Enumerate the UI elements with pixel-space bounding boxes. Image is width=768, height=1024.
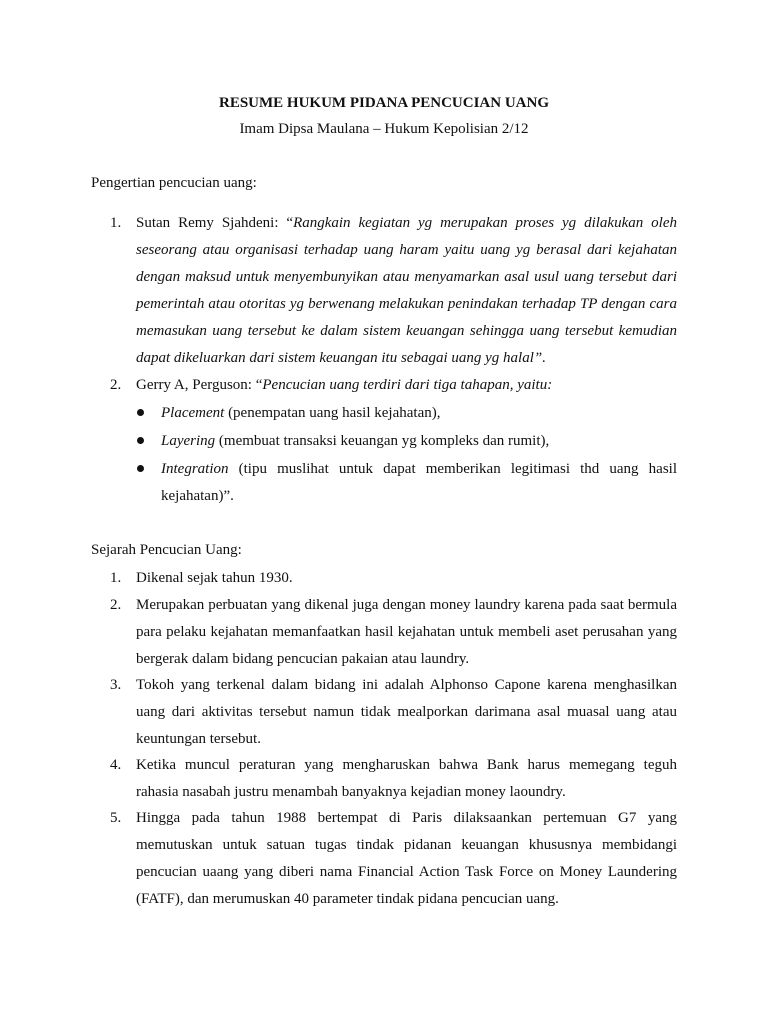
paragraph-line: Dikenal sejak tahun 1930. (136, 570, 293, 586)
bullet-icon (137, 465, 144, 472)
quote-text: Rangkain kegiatan yg merupakan proses yg dilakukan oleh (293, 215, 677, 231)
document-title: RESUME HUKUM PIDANA PENCUCIAN UANG (219, 95, 549, 111)
paragraph-line (136, 376, 677, 403)
bullet-term: Integration (161, 461, 229, 477)
paragraph-line: pemerintah atau otoritas yg berwenang melakukan penindakan terhadap TP dengan cara (136, 296, 677, 312)
definition-sjahdeni (136, 214, 677, 376)
bullet-icon (137, 409, 144, 416)
paragraph-line: memutuskan untuk satuan tugas tindak pidanan keuangan khususnya membidangi (136, 837, 677, 853)
paragraph-line: Ketika muncul peraturan yang mengharuskan bahwa Bank harus memegang teguh (136, 757, 677, 773)
list-number: 3. (110, 677, 122, 693)
author-name: Sutan Remy Sjahdeni: “ (136, 215, 294, 231)
list-number: 1. (110, 570, 122, 586)
list-number: 5. (110, 810, 122, 826)
paragraph-line: pencucian uaang yang diberi nama Financial Action Task Force on Money Laundering (136, 864, 677, 880)
paragraph-line: Tokoh yang terkenal dalam bidang ini adalah Alphonso Capone karena menghasilkan (136, 677, 677, 693)
bullet-item-integration (161, 460, 677, 514)
bullet-desc: kejahatan)”. (161, 488, 234, 504)
history-item-2 (136, 596, 677, 677)
paragraph-line: seseorang atau organisasi terhadap uang haram yaitu uang yg berasal dari kejahatan (136, 242, 677, 258)
definition-perguson (136, 376, 677, 403)
list-number: 2. (110, 597, 122, 613)
bullet-icon (137, 437, 144, 444)
list-number: 1. (110, 215, 122, 231)
bullet-term: Layering (161, 433, 216, 449)
bullet-desc: (penempatan uang hasil kejahatan), (224, 405, 441, 421)
paragraph-line: keuntungan tersebut. (136, 731, 261, 747)
paragraph-line: dapat dikeluarkan dari sistem keuangan itu sebagai uang yg halal”. (136, 350, 546, 366)
paragraph-line: (FATF), dan merumuskan 40 parameter tindak pidana pencucian uang. (136, 891, 559, 907)
bullet-item-placement (161, 404, 677, 431)
bullet-term: Placement (161, 405, 225, 421)
list-number: 4. (110, 757, 122, 773)
paragraph-line: para pelaku kejahatan memanfaatkan hasil kejahatan untuk membeli aset perusahan yang (136, 624, 677, 640)
bullet-desc: (membuat transaksi keuangan yg kompleks dan rumit), (215, 433, 550, 449)
paragraph-line: memasukan uang tersebut ke dalam sistem keuangan sehingga uang tersebut kemudian (136, 323, 677, 339)
author-name: Gerry A, Perguson: “ (136, 377, 263, 393)
paragraph-line: dengan maksud untuk menyembunyikan atau menyamarkan asal usul uang tersebut dari (136, 269, 677, 285)
paragraph-line: rahasia nasabah justru menambah banyaknya kejadian money laoundry. (136, 784, 566, 800)
quote-text: Pencucian uang terdiri dari tiga tahapan, yaitu: (262, 377, 553, 393)
paragraph-line: Merupakan perbuatan yang dikenal juga dengan money laundry karena pada saat bermula (136, 597, 677, 613)
section-heading-pengertian: Pengertian pencucian uang: (91, 175, 257, 191)
history-item-4 (136, 756, 677, 810)
paragraph-line: bergerak dalam bidang pencucian pakaian atau laundry. (136, 651, 470, 667)
history-item-1 (136, 569, 677, 596)
bullet-desc: (tipu muslihat untuk dapat memberikan legitimasi thd uang hasil (228, 461, 677, 477)
history-item-5 (136, 809, 677, 917)
history-item-3 (136, 676, 677, 757)
section-heading-sejarah: Sejarah Pencucian Uang: (91, 542, 242, 558)
list-number: 2. (110, 377, 122, 393)
paragraph-line: Hingga pada tahun 1988 bertempat di Paris dilaksaankan pertemuan G7 yang (136, 810, 677, 826)
document-subtitle: Imam Dipsa Maulana – Hukum Kepolisian 2/12 (239, 121, 529, 137)
bullet-item-layering (161, 432, 677, 459)
paragraph-line (136, 214, 677, 241)
paragraph-line: uang dari aktivitas tersebut namun tidak mealporkan darimana asal muasal uang atau (136, 704, 677, 720)
